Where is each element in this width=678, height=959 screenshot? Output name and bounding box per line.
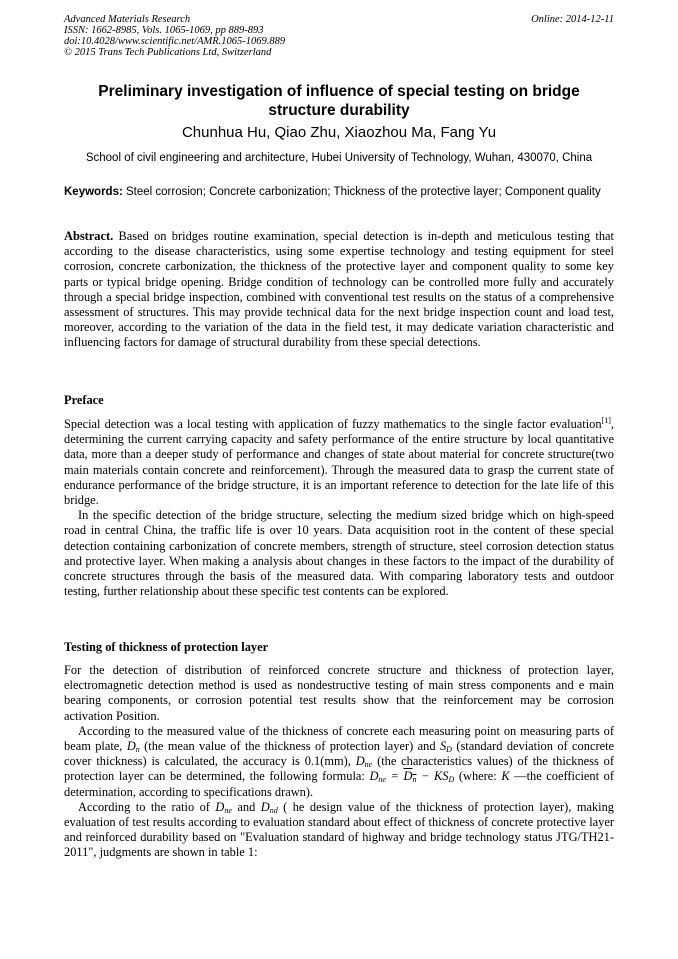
paper-title: Preliminary investigation of influence of special testing on bridge structure durability bbox=[98, 83, 580, 119]
journal-copyright: © 2015 Trans Tech Publications Ltd, Switzerland bbox=[64, 47, 272, 58]
paper-authors: Chunhua Hu, Qiao Zhu, Xiaozhou Ma, Fang Yu bbox=[181, 124, 497, 141]
keywords-label: Keywords: bbox=[64, 186, 123, 198]
testing-p3-text-c: ( he design value of the thickness of protection layer), making evaluation of test results according to evaluation standard about effect of thickness of concrete protective layer and reinforced durability based on "Evaluation standard of highway and bridge technology status JTG/TH21-2011", judgments are shown in table 1: bbox=[64, 799, 614, 860]
preface-section bbox=[64, 417, 614, 599]
section-heading-preface: Preface bbox=[64, 393, 104, 407]
testing-p2-text-f: —the coefficient of determination, according to specifications drawn). bbox=[64, 769, 614, 799]
citation-ref: [1] bbox=[601, 416, 611, 425]
testing-paragraph-1: For the detection of distribution of reinforced concrete structure and thickness of protection layer, electromagnetic detection method is used as nondestructive testing of main stress components and e main bearing components, or corrosion potential test results show that the reinforcement may be corrosion activation Position. bbox=[64, 663, 614, 723]
testing-section bbox=[64, 663, 614, 861]
journal-doi: doi:10.4028/www.scientific.net/AMR.1065-1069.889 bbox=[64, 36, 286, 47]
keywords-text: Steel corrosion; Concrete carbonization; Thickness of the protective layer; Component quality bbox=[126, 186, 601, 198]
testing-paragraph-2 bbox=[64, 724, 614, 800]
journal-header bbox=[64, 14, 285, 58]
testing-p2-text-b: (the mean value of the thickness of protection layer) and bbox=[144, 739, 436, 754]
abstract bbox=[64, 229, 614, 351]
symbol-Dne-ratio: $D_{ne}$ bbox=[215, 799, 232, 815]
symbol-Dn: $D_n$ bbox=[126, 739, 140, 755]
symbol-K: K bbox=[501, 769, 510, 784]
testing-paragraph-3 bbox=[64, 800, 614, 861]
journal-issn: ISSN: 1662-8985, Vols. 1065-1069, pp 889-893 bbox=[64, 25, 264, 36]
keywords bbox=[64, 185, 614, 199]
preface-paragraph-2: In the specific detection of the bridge structure, selecting the medium sized bridge which on high-speed road in central China, the traffic life is over 10 years. Data acquisition root in the content of these special detection containing carbonization of concrete members, strength of structure, steel corrosion detection status and protective layer. When making a analysis about changes in these factors to the impact of the durability of concrete structures through the basis of the measured data. With comparing laboratory tests and outdoor testing, further relationship about these specific test contents can be explored. bbox=[64, 508, 614, 599]
symbol-Dnd: $D_{nd}$ bbox=[260, 799, 278, 815]
abstract-label: Abstract. bbox=[64, 229, 114, 243]
testing-p3-text-b: and bbox=[237, 799, 256, 814]
abstract-text: Based on bridges routine examination, special detection is in-depth and meticulous testing that according to the disease characteristics, using some expertise technology and testing equipment for steel corrosion, concrete carbonization, the thickness of the protective layer and component quality to some key parts or typical bridge opening. Bridge condition of technology can be controlled more fully and accurately through a special bridge inspection, combined with conventional test results on the status of a comprehensive assessment of structures. This may provide technical data for the next bridge inspection count and load test, moreover, according to the variation of the data in the field test, it may dedicate variation characteristic and influencing factors for damage of structural durability from these special detections. bbox=[64, 229, 614, 350]
affiliation: School of civil engineering and architecture, Hubei University of Technology, Wuhan, 430070, China bbox=[85, 152, 593, 164]
online-date: Online: 2014-12-11 bbox=[531, 14, 614, 25]
preface-p1-text-b: , determining the current carrying capacity and safety performance of the entire structure by local quantitative data, more than a deeper study of performance and changes of state about material for concrete structure(two main materials contain concrete and reinforcement). Through the measured data to grasp the current state of endurance performance of the bridge structure, it is an important reference to detection for the late life of this bridge. bbox=[64, 417, 614, 508]
testing-p2-text-e: (where: bbox=[458, 769, 497, 784]
testing-p2-text-c: (standard deviation of concrete cover thickness) is calculated, the accuracy is 0.1(mm), bbox=[64, 739, 615, 769]
preface-p1-text-a: Special detection was a local testing with application of fuzzy mathematics to the single factor evaluation bbox=[64, 417, 602, 431]
symbol-SD: $S_D$ bbox=[439, 739, 452, 755]
testing-p2-text-d: (the characteristics values) of the thickness of protection layer can be determined, the following formula: bbox=[64, 754, 614, 784]
formula-dne: $D_{ne} = D_n - KS_D$ bbox=[369, 769, 455, 785]
preface-paragraph-1 bbox=[64, 417, 614, 508]
symbol-Dne: $D_{ne}$ bbox=[355, 754, 373, 770]
testing-p2-text-a: According to the measured value of the thickness of concrete each measuring point on measuring parts of beam plate, bbox=[64, 723, 614, 754]
testing-p3-text-a: According to the ratio of bbox=[78, 799, 210, 814]
section-heading-testing: Testing of thickness of protection layer bbox=[64, 640, 269, 654]
journal-name: Advanced Materials Research bbox=[64, 14, 191, 25]
